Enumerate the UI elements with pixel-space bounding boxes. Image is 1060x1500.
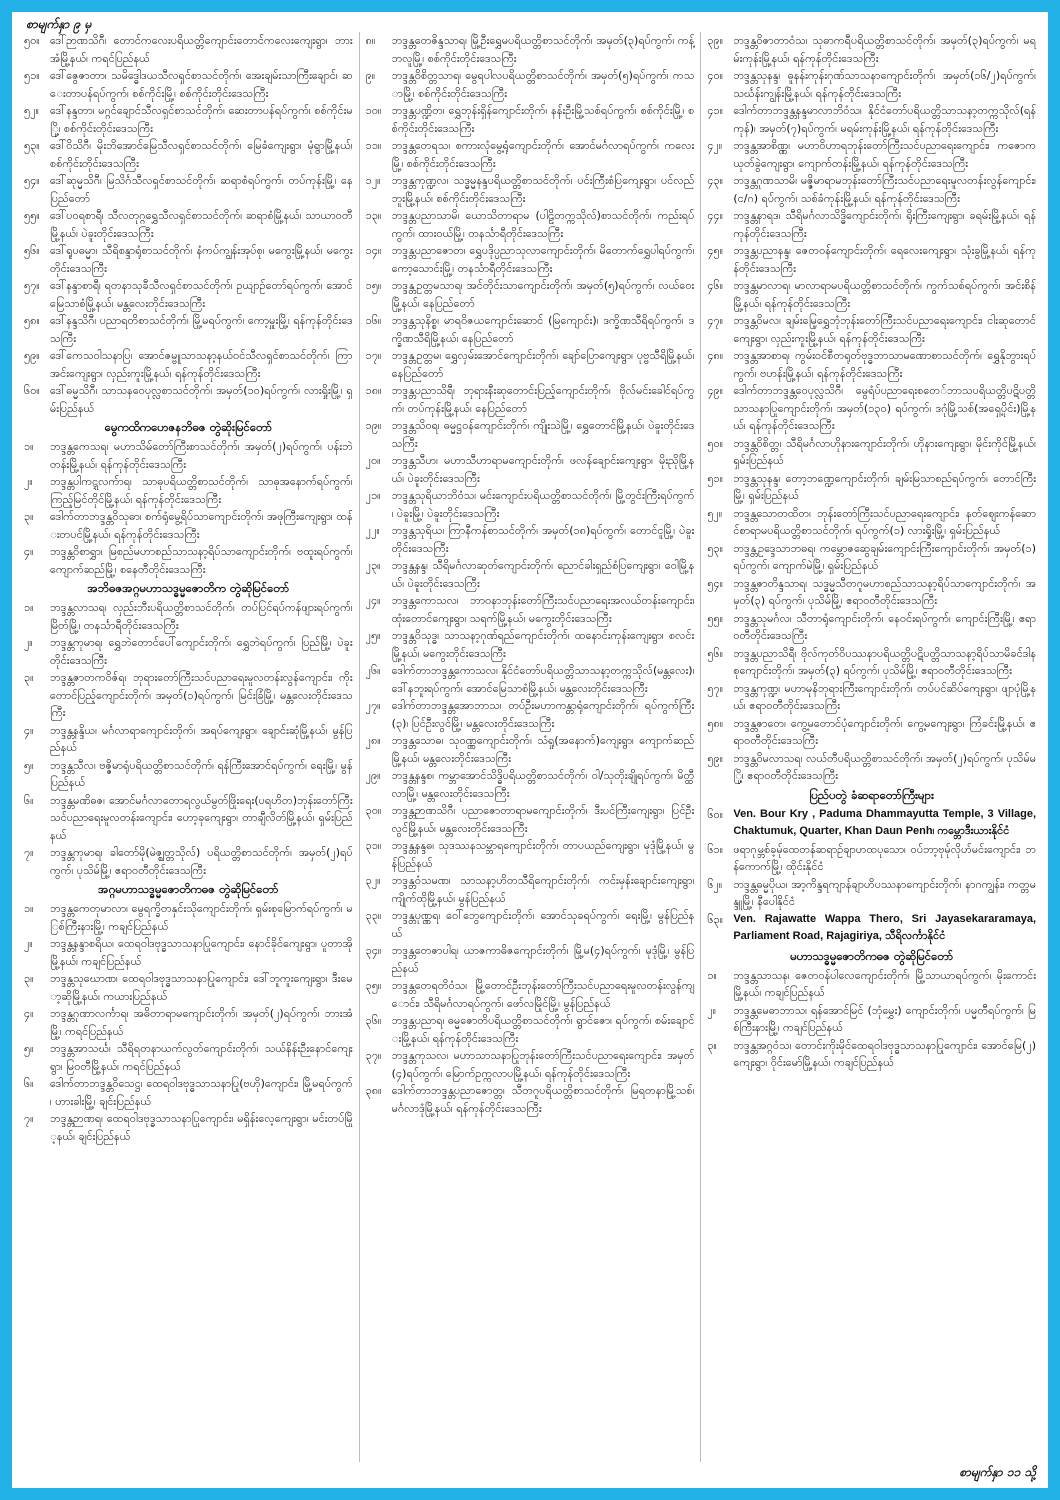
item-text: ဘဒ္ဒန္တတေရတိဝံသ၊ မြို့တောင်ဦးဘုန်းတော်ကြီးသင်ပညာရေးမူလတန်းလွန်ကျောင်း၊ သီရိမင်္ဂလာရပ်ကွက်၊ ဖော်လမြိုင်မြို့၊ မွန်ပြည်နယ် xyxy=(391,979,695,1010)
list-item xyxy=(366,172,695,207)
item-number: ၃။ xyxy=(24,510,34,523)
list-item xyxy=(366,942,695,977)
item-number: ၅၈။ xyxy=(24,314,40,327)
list-item xyxy=(707,610,1036,645)
item-text: ဘဒ္ဒန္တနန္ဒ၊ သီရိမင်္ဂလာဆုတ်ကျောင်းတိုက်၊ ညောင်ခါးရှည်စံပြကျေးရွာ၊ ဝေါမြို့နယ်၊ ပဲခူးတိုင်းဒေသကြီး xyxy=(391,559,695,590)
item-number: ၄၂။ xyxy=(707,139,723,152)
list-item xyxy=(24,137,353,172)
section-heading: မွေကထိကဟေဇနဘိဓဇ တွဲဆိုးမြင်တော် xyxy=(104,420,273,434)
item-number: ၂၈။ xyxy=(365,734,381,747)
item-text: ဘဒ္ဒန္တဇာတေ၊ ကွေ့မတောင်ပုံကျောင်းတိုက်၊ ကွေ့မကျေးရွာ၊ ကြံခင်းမြို့နယ်၊ ဧရာဝတီတိုင်းဒေသကြီး xyxy=(733,716,1037,747)
item-text: ဘဒ္ဒန္တသုနန္ဒ၊ ဓူနန်းကုန်းဂုဏ်သာသနာကျောင်းတိုက်၊ အမှတ်(၁၆/၂)ရပ်ကွက်၊ သင်္ဃန်းကျွန်းမြို့နယ်၊ ရန်ကုန်တိုင်းဒေသကြီး xyxy=(733,69,1037,100)
list-item xyxy=(707,172,1036,207)
item-text: ဒေါ်ဉာဏသိဂီ၊ တောင်ကလေးပရိယတ္တိကျောင်းတောင်ကလေးကျေးရွာ၊ ဘားအံမြို့နယ်၊ ကရင်ပြည်နယ် xyxy=(50,34,353,65)
list-item xyxy=(24,1005,353,1040)
list-item xyxy=(366,662,695,697)
item-text: ဒေါ်ဇွေဇာတာ၊ သမိဒ္ဓေါဒယသီလရှင်စာသင်တိုက်၊ အေးချမ်းသာကြီးချောင်၊ ဆေးတာပန်ရပ်ကွက်၊ စစ်ကိုင်းမြို့၊ စစ်ကိုင်းတိုင်းဒေသကြီး xyxy=(50,69,353,100)
item-number: ၃၂။ xyxy=(365,874,381,887)
item-text: ဘဒ္ဒန္တဂုဏသာမိ၊ မဇ္ဇိမာရာမဘုန်းတော်ကြီးသင်ပညာရေးမူလတန်းလွန်ကျောင်း၊ (င/ဂ) ရပ်ကွက်၊ သစ်ခံကုန်းမြို့နယ်၊ ရန်ကုန်တိုင်းဒေသကြီး xyxy=(733,174,1037,205)
item-number: ၃၃။ xyxy=(365,909,382,922)
item-text: ဒေါ်နန္ဒသိဂီ၊ ပညာရတိစာသင်တိုက်၊ မြို့မရပ်ကွက်၊ ကော့မှူးမြို့၊ ရန်ကုန်တိုင်းဒေသကြီး xyxy=(50,314,353,345)
list-item xyxy=(366,907,695,942)
item-number: ၅၉။ xyxy=(24,349,40,362)
item-text: ဘဒ္ဒန္တနန္ဒဓ၊ သုဒဿနသမ္ဘာရကျောင်းတိုက်၊ တာပယည်ကျေးရွာ၊ မုဒုံမြို့နယ်၊ မွန်ပြည်နယ် xyxy=(391,839,695,870)
list-item xyxy=(707,137,1036,172)
item-text: ဘဒ္ဒန္တတေရသ၊ စကားလုံမွေ့ရုံကျောင်းတိုက်၊ အောင်မင်္ဂလာရပ်ကွက်၊ ကလေးမြို့၊ စစ်ကိုင်းတိုင်းဒေသကြီး xyxy=(391,139,695,170)
list-item xyxy=(24,438,353,473)
item-number: ၉။ xyxy=(365,69,376,82)
item-number: ၂။ xyxy=(707,1003,717,1017)
list-item xyxy=(24,634,353,669)
item-text: ဘဒ္ဒန္တကောသလ၊ ဘာဝနာဘုန်းတော်ကြီးသင်ပညာရေးအလယ်တန်းကျောင်း၊ ထုံးတောင်ကျေးရွာ၊ သရက်မြို့နယ်၊ မကွေးတိုင်းဒေသကြီး xyxy=(391,594,695,625)
item-text: ဘဒ္ဒန္တကေသရ၊ မဟာသိမ်တော်ကြီးစာသင်တိုက်၊ အမှတ်(၂)ရပ်ကွက်၊ ပန်းဘဲတန်းမြို့နယ်၊ ရန်ကုန်တိုင်းဒေသကြီး xyxy=(50,440,353,471)
item-number: ၁၅။ xyxy=(365,279,382,292)
item-text: ဒေါ်ဝိသိဂီ၊ မိုးဘိအောင်မြေသီလရှင်စာသင်တိုက်၊ မြေခံကျေးရွာ၊ မုံရွာမြို့နယ်၊ စစ်ကိုင်းတိုင်းဒေသကြီး xyxy=(50,139,353,170)
list-item xyxy=(24,669,353,722)
list-item xyxy=(24,722,353,757)
item-text: ဘဒ္ဒန္တမာလာရ၊ မာလာရာမပရိယတ္တိစာသင်တိုက်၊ ကွက်သစ်ရပ်ကွက်၊ အင်းစိန်မြို့နယ်၊ ရန်ကုန်တိုင်းဒေသကြီး xyxy=(733,279,1037,310)
list-item xyxy=(366,1012,695,1047)
item-text: ဒေါက်တာဘဒ္ဒန္တပညာဇောတ္တ၊ သီတဂူပရိယတ္တိစာသင်တိုက်၊ မြရတနာမြို့သစ်၊ မင်္ဂလာဒုံမြို့နယ်၊ ရန်ကုန်တိုင်းဒေသကြီး xyxy=(391,1084,695,1115)
item-number: ၆၃။ xyxy=(707,912,724,926)
item-text: ဘဒ္ဒန္တပညာသိရီ၊ ဗိုလ်ကုတ်ဝိပဿနာပရိယတ္တိပဋိပတ္တိသာသနာ့ရိပ်သာမိခင်ဒါနစုကျောင်းတိုက်၊ အမှတ်(၃) ရပ်ကွက်၊ ပုသိမ်မြို့၊ ဧရာဝတီတိုင်းဒေသကြီး xyxy=(733,646,1037,677)
item-text: ဘဒ္ဒန္တဝိစိတ္တသာရ၊ မွေရပါလပရိယတ္တိစာသင်တိုက်၊ အမှတ်(၅)ရပ်ကွက်၊ ကသာမြို့၊ စစ်ကိုင်းတိုင်းဒေသကြီး xyxy=(391,69,695,100)
list-item xyxy=(24,67,353,102)
column-1 xyxy=(18,32,360,1462)
list-item xyxy=(24,792,353,845)
item-number: ၃၁။ xyxy=(365,839,382,852)
column-3 xyxy=(701,32,1042,1462)
item-number: ၅၇။ xyxy=(707,681,724,695)
list-item xyxy=(707,575,1036,610)
item-text: ဘဒ္ဒန္တဂုဏာလင်္ကာရ၊ အဓိတာရာမကျောင်းတိုက်၊ အမှတ်(၂)ရပ်ကွက်၊ ဘားအံမြို့၊ ကရင်ပြည်နယ် xyxy=(50,1007,353,1038)
item-number: ၂၆။ xyxy=(365,664,381,677)
item-number: ၂၀။ xyxy=(365,454,381,467)
item-number: ၃။ xyxy=(707,1038,717,1052)
item-number: ၆။ xyxy=(24,1077,34,1090)
item-number: ၃။ xyxy=(24,972,34,985)
list-item xyxy=(707,505,1036,540)
list-item xyxy=(366,102,695,137)
column-2 xyxy=(360,32,702,1462)
list-item xyxy=(24,900,353,935)
list-item xyxy=(707,277,1036,312)
item-text: ဒေါက်တာဘဒ္ဒန္တနန္ဒမာလာဘိဝံသ၊ နိုင်ငံတော်ပရိယတ္တိသာသနာ့တက္ကသိုလ်(ရန်ကုန်)၊ အမှတ်(၇)ရပ်ကွက်၊ မရမ်းကုန်းမြို့နယ်၊ ရန်ကုန်တိုင်းဒေသကြီး xyxy=(733,104,1037,135)
list-item xyxy=(24,207,353,242)
list-item xyxy=(366,417,695,452)
item-text: ဘဒ္ဒန္တပါကဋ္ဋလက်ာရ၊ သာဓုပရိယတ္တိစာသင်တိုက်၊ သာဓုအနောက်ရပ်ကွက်၊ ကြည့်မြင်တိုင်မြို့နယ်၊ ရန်ကုန်တိုင်းဒေသကြီး xyxy=(50,475,353,506)
item-text: ဘဒ္ဒန္တပဏ္ဍိတ၊ ရွှေဘုန်းရှိန်ကျောင်းတိုက်၊ နန်းဦးမြို့သစ်ရပ်ကွက်၊ စစ်ကိုင်းမြို့၊ စစ်ကိုင်းတိုင်းဒေသကြီး xyxy=(391,104,695,135)
item-text: ဘဒ္ဒန္တလာသရ၊ လှည်းဘီးပရိယတ္တိစာသင်တိုက်၊ တပ်ပြင်ရပ်ကန်ဖျားရပ်ကွက်၊ မြိတ်မြို့၊ တနင်္သာရီတိုင်းဒေသကြီး xyxy=(50,601,353,632)
item-number: ၈။ xyxy=(365,34,376,47)
item-number: ၅၂။ xyxy=(707,506,723,520)
list-item xyxy=(707,435,1036,470)
item-number: ၁။ xyxy=(707,968,717,982)
item-number: ၁၆။ xyxy=(365,314,382,327)
item-text: ဒေါ်ကေသဝါသနာပြ၊ အောင်ဇမ္ဗူသာသနာ့နယ်ဝင်သီလရှင်စာသင်တိုက်၊ ကြာအင်းကျေးရွာ၊ လှည်းကူးမြို့နယ်၊ ရန်ကုန်တိုင်းဒေသကြီး xyxy=(50,349,353,380)
list-item xyxy=(366,767,695,802)
list-item xyxy=(707,680,1036,715)
item-number: ၅၅။ xyxy=(24,209,40,222)
item-number: ၁၂။ xyxy=(365,174,381,187)
item-number: ၂။ xyxy=(24,636,33,649)
list-item xyxy=(24,599,353,634)
list-item xyxy=(24,1110,353,1145)
item-text: ဘဒ္ဒန္တဉာဏသိဂီ၊ ပညာဇောတာရာမကျောင်းတိုက်၊ ဒီးပင်ကြီးကျေးရွာ၊ ပြင်ဦးလွင်မြို့နယ်၊ မန္တလေးတိုင်းဒေသကြီး xyxy=(391,804,695,835)
item-text: ဒေါက်တာဘဒ္ဒန္တဝိသေဋ္ဌ၊ ထေရဝါဒဗုဒ္ဓသာသနာပြု(ဗဟို)ကျောင်း၊ မြို့မရပ်ကွက်၊ ဟားခါးမြို့၊ ချင်းပြည်နယ် xyxy=(50,1077,353,1108)
item-text: ဘဒ္ဒန္တပညာဇောတ၊ ရွှေပဒိုပ္ပညာသုလာကျောင်းတိုက်၊ မိတောက်ရွှေပါရပ်ကွက်၊ ကော့သောင်းမြို့၊ တနင်္သာရီတိုင်းဒေသကြီး xyxy=(391,244,695,275)
list-item xyxy=(24,970,353,1005)
list-item xyxy=(707,347,1036,382)
item-text: ဘဒ္ဒန္တဥတ္တမသာရ၊ အင်တိုင်းသာကျောင်းတိုက်၊ အမှတ်(၅)ရပ်ကွက်၊ လယ်ဝေးမြို့နယ်၊ နေပြည်တော် xyxy=(391,279,695,310)
list-item xyxy=(24,32,353,67)
item-text: ဘဒ္ဒန္တကုဏ္ဍ၊ မဟာမုနိဘုရားကြီးကျောင်းတိုက်၊ တပ်ပင်ဆိပ်ကျေးရွာ၊ ဖျာပုံမြို့နယ်၊ ဧရာဝတီတိုင်းဒေသကြီး xyxy=(733,681,1037,712)
item-number: ၂၅။ xyxy=(365,629,381,642)
item-text: ဖရာဂုမ္ဘစ်ခ့မ်ုထေတန်ဆရာဥ်ချာဟထပုသော၊ ဝပ်ဘာ့ဗုမ်ုလိုဟ်မင်းကျောင်း၊ ဘန်ကောက်မြို့၊ ထိုင်းနိုင်ငံ xyxy=(733,842,1037,873)
continued-from-label: စာမျက်နှာ ၉ မှ xyxy=(26,17,92,31)
item-text: ဘဒ္ဒန္တအာစာရ၊ ကွမ်းဝင်စီတရုတ်ဗုဒ္ဓဘာသာမဏောစာသင်တိုက်၊ ရွှေနိုဘွားရပ်ကွက်၊ ဗဟန်းမြို့နယ်၊ ရန်ကုန်တိုင်းဒေသကြီး xyxy=(733,349,1037,380)
item-text: ဘဒ္ဒန္တသုဃောဏ၊ ထေရဝါဒဗုဒ္ဓသာသနာပြုကျောင်း၊ ဒေါ်ဘူကူးကျေးရွာ၊ ဒီးမော့ဆိုမြို့နယ်၊ ကယားပြည်နယ် xyxy=(50,972,353,1003)
item-number: ၂၂။ xyxy=(365,524,380,537)
list-item xyxy=(366,242,695,277)
item-number: ၃၀။ xyxy=(365,804,382,817)
item-text: ဘဒ္ဒန္တမေဓာဘာသ၊ ရန်အောင်မြင် (ဘုံမွှေး) ကျောင်းတိုက်၊ ပမ္မတီရပ်ကွက်၊ မြစ်ကြီးနားမြို့၊ ကချင်ပြည်နယ် xyxy=(733,1003,1037,1034)
item-text: ဘဒ္ဒန္တသုမင်္ဂလ၊ သီတာရုံကျောင်းတိုက်၊ နေဝင်းရပ်ကွက်၊ ကျောင်းကြီးမြို့၊ ဧရာဝတီတိုင်းဒေသကြီး xyxy=(733,611,1037,642)
item-number: ၁။ xyxy=(24,902,34,915)
item-number: ၅၄။ xyxy=(707,576,724,590)
item-text: Ven. Bour Kry , Paduma Dhammayutta Temple, 3 Village, Chaktumuk, Quarter, Khan Daun Penh၊ ကမ္ဘောဒီးယားနိုင်ငံ xyxy=(733,807,1037,837)
item-text: ဘဒ္ဒန္တကုဏ္ဍလ၊ သဒ္ဓမ္မနန္ဒပရိယတ္တိစာသင်တိုက်၊ ပင်းကြီးစံပြကျေးရွာ၊ ပင်လည်ဘူးမြို့နယ်၊ စစ်ကိုင်းတိုင်းဒေသကြီး xyxy=(391,174,695,205)
item-text: ဘဒ္ဒန္တသုနိစ္စ၊ မာရဝိဇယကျောင်းဆောင် (မြကျောင်း)၊ ဒက္ခိဏသီရိရပ်ကွက်၊ ဒက္ခိဏသီရိမြို့နယ်၊ နေပြည်တော် xyxy=(391,314,695,345)
item-text: ဘဒ္ဒန္တဝိမလာသရ၊ လယ်တီပရိယတ္တိစာသင်တိုက်၊ အမှတ်(၂)ရပ်ကွက်၊ ပုသိမ်မြို့၊ ဧရာဝတီတိုင်းဒေသကြီး xyxy=(733,751,1037,782)
item-number: ၃၅။ xyxy=(365,979,382,992)
item-number: ၁၈။ xyxy=(365,384,382,397)
document-page xyxy=(12,12,1048,1488)
item-number: ၂။ xyxy=(24,937,33,950)
item-number: ၇။ xyxy=(24,1112,34,1125)
list-item xyxy=(24,102,353,137)
item-text: ဘဒ္ဒန္တပညာသိရီ၊ ဘုရားနီးဆုတောင်းပြည့်ကျောင်းတိုက်၊ ဗိုလ်မင်းခေါင်ရပ်ကွက်၊ တပ်ကုန်းမြို့နယ်၊ နေပြည်တော် xyxy=(391,384,695,415)
item-text: ဘဒ္ဒန္တကုမာရ၊ ခါတော်မို(မဲဇ္ဈတ္တသိုလ်) ပရိယတ္တိစာသင်တိုက်၊ အမှတ်(၂)ရပ်ကွက်၊ ပုသိမ်မြို့၊ ဧရာဝတီတိုင်းဒေသကြီး xyxy=(50,846,353,877)
item-text: ဘဒ္ဒန္တဥဒ္ဒေသာဘဓရ၊ ကမ္ဘောဇဆွေချမ်းကျောင်းကြီးကျောင်းတိုက်၊ အမှတ်(၁)ရပ်ကွက်၊ ကျောက်မဲမြို့၊ ရှမ်းပြည်နယ် xyxy=(733,541,1037,572)
item-number: ၃၇။ xyxy=(365,1049,382,1062)
item-text: ဘဒ္ဒန္တဇာတကဝိဇ်ရ၊ ဘုရားတော်ကြီးသင်ပညာရေးမူလတန်းလွန်ကျောင်း၊ ကိုးတောင်ပြည့်ကျောင်းတိုက်၊ အမှတ်(၁)ရပ်ကွက်၊ မြင်းခြံမြို့၊ မန္တလေးတိုင်းဒေသကြီး xyxy=(50,671,353,719)
list-item xyxy=(707,102,1036,137)
list-item xyxy=(24,757,353,792)
item-text: ဒေါ်ဓမ္မသိဂီ၊ သာသနဝေပုလ္လစာသင်တိုက်၊ အမှတ်(၁၀)ရပ်ကွက်၊ လားရှိုးမြို့၊ ရှမ်းပြည်နယ် xyxy=(50,384,353,415)
list-item xyxy=(707,242,1036,277)
list-item xyxy=(366,872,695,907)
list-item xyxy=(24,382,353,417)
list-item xyxy=(366,837,695,872)
item-text: ဘဒ္ဒန္တသီလ၊ ဗဇ္ဇိမာရုံပရိယတ္တိစာသင်တိုက်၊ ရန်ကြီးအောင်ရပ်ကွက်၊ ရေးမြို့၊ မွန်ပြည်နယ် xyxy=(50,758,353,789)
list-item xyxy=(707,967,1036,1002)
item-number: ၆၀။ xyxy=(24,384,40,397)
item-number: ၄၉။ xyxy=(707,384,724,397)
item-text: ဒေါက်တာဘဒ္ဒန္တအောဘာသ၊ တပ်ဦးမဟာကန္တာရုံကျောင်းတိုက်၊ ရပ်ကွက်ကြီး(၃)၊ ပြင်ဦးလွင်မြို့၊ မန္တလေးတိုင်းဒေသကြီး xyxy=(391,699,695,730)
list-item xyxy=(24,935,353,970)
list-item xyxy=(366,32,695,67)
section-heading: အဂ္ဂမဟာသဒ္ဓမ္မဇောတိကဓဇ တွဲဆိုမြင်တော် xyxy=(98,882,279,896)
list-item xyxy=(707,715,1036,750)
item-text: ဒေါ်နန္ဒာစာရီ၊ ရတနာသုခီသီလရှင်စာသင်တိုက်၊ ဥယျာဉ်တော်ရပ်ကွက်၊ အောင်မြေသာစံမြို့နယ်၊ မန္တလေးတိုင်းဒေသကြီး xyxy=(50,279,353,310)
item-text: ဒေါက်တာဘဒ္ဒန္တဝေပုလ္လသိဂီ၊ မွေရံပ်ပညာရေးစတေ်ဘာသပရိယတ္တိပဋိပတ္တိသာသနာပြုကျောင်းတိုက်၊ အမှတ်(၁၃၀) ရပ်ကွက်၊ ဒဂုံမြို့သစ်(အရှေ့ပိုင်း)မြို့နယ်၊ ရန်ကုန်တိုင်းဒေသကြီး xyxy=(733,384,1037,432)
item-text: ဘဒ္ဒန္တဝိစိတ္တ၊ သီရိမင်္ဂလာဟိုနားကျောင်းတိုက်၊ ဟိုနားကျေးရွာ၊ မိုင်းကိုင်မြို့နယ်၊ ရှမ်းပြည်နယ် xyxy=(733,436,1037,467)
item-number: ၅၆။ xyxy=(707,646,724,660)
item-number: ၅၀။ xyxy=(24,34,40,47)
item-text: ဘဒ္ဒန္တသိဝရ၊ ဓမ္မဋ္ဌဝန်ကျောင်းတိုက်၊ ကျိုးသဲမြို့၊ ရွှေတောင်မြို့နယ်၊ ပဲခူးတိုင်းဒေသကြီး xyxy=(391,419,695,450)
list-item xyxy=(24,347,353,382)
item-text: Ven. Rajawatte Wappa Thero, Sri Jayasekararamaya, Parliament Road, Rajagiriya, သီရိလင်္ကာနိုင်ငံ xyxy=(733,912,1037,942)
list-item xyxy=(366,697,695,732)
list-item xyxy=(707,1037,1036,1072)
item-number: ၅၃။ xyxy=(707,541,724,555)
item-text: ဘဒ္ဒန္တပညာသာမိ၊ ယောသိတာရာမ (ပါဠိတက္ကသိုလ်)စာသင်တိုက်၊ ကည်းရပ်ကွက်၊ ထားဝယ်မြို့၊ တနင်္သာရီတိုင်းဒေသကြီး xyxy=(391,209,695,240)
item-number: ၁၃။ xyxy=(365,209,382,222)
item-number: ၄။ xyxy=(24,545,34,558)
item-text: ဒေါက်တာဘဒ္ဒန္တဝိသုဓာ၊ စက်ရုံမွေ့ရိပ်သာကျောင်းတိုက်၊ အဖုကြီးကျေးရွာ၊ ထန်းတပင်မြို့နယ်၊ ရန်ကုန်တိုင်းဒေသကြီး xyxy=(50,510,353,541)
item-number: ၁။ xyxy=(24,440,34,453)
item-text: ဒေါ်နန္ဒတာ၊ မဂ္ဂင်ချောင်သီလရှင်စာသင်တိုက်၊ ဆေးတာပန်ရပ်ကွက်၊ စစ်ကိုင်းမြို့၊ စစ်ကိုင်းတိုင်းဒေသကြီး xyxy=(50,104,353,135)
item-number: ၄၃။ xyxy=(707,174,724,187)
item-number: ၁၇။ xyxy=(365,349,382,362)
item-text: ဒေါ်ဆုမ္မသိဂီ၊ မြသိင်္ဂသီလရှင်စာသင်တိုက်၊ ဆရာစံရပ်ကွက်၊ တပ်ကုန်းမြို့၊ နေပြည်တော် xyxy=(50,174,353,205)
list-item xyxy=(707,32,1036,67)
item-text: ဘဒ္ဒန္တသုရိယ၊ ကြာနီကန်စာသင်တိုက်၊ အမှတ်(၁၈)ရပ်ကွက်၊ တောင်ငူမြို့၊ ပဲခူးတိုင်းဒေသကြီး xyxy=(391,524,695,555)
list-item xyxy=(366,382,695,417)
list-item xyxy=(366,277,695,312)
list-item xyxy=(707,207,1036,242)
list-item xyxy=(707,806,1036,841)
item-text: ဘဒ္ဒန္တဝိမလ၊ ချမ်းမြေ့ရွှေဘုံဘုန်းတော်ကြီးသင်ပညာရေးကျောင်း၊ ငါးဆုတောင်ကျေးရွာ၊ လှည်းကူးမြို့နယ်၊ ရန်ကုန်တိုင်းဒေသကြီး xyxy=(733,314,1037,345)
item-text: ဘဒ္ဒန္တဝိဇာတာဝံသ၊ သုဓာကရီပရိယတ္တိစာသင်တိုက်၊ အမှတ်(၃)ရပ်ကွက်၊ မရမ်းကုန်းမြို့နယ်၊ ရန်ကုန်တိုင်းဒေသကြီး xyxy=(733,34,1037,65)
item-text: ဘဒ္ဒန္တအဂ္ဂဝံသ၊ တောင်းကိုးမိုင်ထေရဝါဒဗုဒ္ဓသာသနာပြုကျောင်း၊ အောင်မြေ(၂)ကျေးရွာ၊ ဝိုင်းမော်မြို့နယ်၊ ကချင်ပြည်နယ် xyxy=(733,1038,1037,1069)
item-number: ၃၉။ xyxy=(707,34,724,47)
item-text: ဘဒ္ဒန္တတေဇိန္ဒသာရ၊ မြို့ဦးရွှေမပရိယတ္တိစာသင်တိုက်၊ အမှတ်(၃)ရပ်ကွက်၊ ကန့်ဘလူမြို့၊ စစ်ကိုင်းတိုင်းဒေသကြီး xyxy=(391,34,695,65)
item-text: ဘဒ္ဒန္တအာသင်္ဃ၊ သီရိရတနာယက်လွတ်ကျောင်းတိုက်၊ သယ်နိန်းဉီးနောင်ကျေးရွာ၊ မြဝတီမြို့နယ်၊ ကရင်ပြည်နယ် xyxy=(50,1042,353,1073)
list-item xyxy=(366,557,695,592)
item-text: ဘဒ္ဒန္တသုနန္ဒ၊ တော့ဘဏ္ဍေကျောင်းတိုက်၊ ချမ်းမြသာစည်ရပ်ကွက်၊ တောင်ကြီးမြို့၊ ရှမ်းပြည်နယ် xyxy=(733,471,1037,502)
item-text: ဘဒ္ဒန္တတေဇာပါရ၊ ယာဇကာဓိဇကျောင်းတိုက်၊ မြို့မ(၄)ရပ်ကွက်၊ မုဒုံမြို့၊ မွန်ပြည်နယ် xyxy=(391,944,695,975)
list-item xyxy=(366,732,695,767)
item-text: ဘဒ္ဒန္တပုဏ္ဏရ၊ ဝေါ်ဘွေကျောင်းတိုက်၊ အောင်သုခရပ်ကွက်၊ ရေးမြို့၊ မွန်ပြည်နယ် xyxy=(391,909,695,940)
item-text: ဘဒ္ဒန္တအာစိဏ္ဏ၊ မဟာဝိဟာရဘုန်းတော်ကြီးသင်ပညာရေးကျောင်း၊ ကဇောကယုတ်ခွဲကျေးရွာ၊ ကျောက်တန်းမြို့နယ်၊ ရန်ကုန်တိုင်းဒေသကြီး xyxy=(733,139,1037,170)
item-number: ၄။ xyxy=(24,1007,34,1020)
list-item xyxy=(366,522,695,557)
item-number: ၆၂။ xyxy=(707,877,723,891)
item-number: ၃၄။ xyxy=(365,944,382,957)
list-item xyxy=(366,1082,695,1117)
item-text: ဘဒ္ဒန္တနန္ဒာစရိယ၊ ထေရဝါဒဗုဒ္ဓသာသနာပြုကျောင်း၊ နောင်ခိုင်ကျေးရွာ၊ ပူတာအိုမြို့နယ်၊ ကချင်ပြည်နယ် xyxy=(50,937,353,968)
list-item xyxy=(366,977,695,1012)
list-item xyxy=(24,473,353,508)
item-text: ဘဒ္ဒန္တသုရိယာဘိဝံသ၊ မင်းကျောင်းပရိယတ္တိစာသင်တိုက်၊ မြို့တွင်းကြီးရပ်ကွက်၊ ပဲခူးမြို့၊ ပဲခူးတိုင်းဒေသကြီး xyxy=(391,489,695,520)
list-item xyxy=(707,1002,1036,1037)
list-item xyxy=(24,1040,353,1075)
item-number: ၃၆။ xyxy=(365,1014,382,1027)
item-number: ၅၈။ xyxy=(707,716,724,730)
list-item xyxy=(24,1075,353,1110)
item-number: ၆။ xyxy=(24,793,34,807)
item-number: ၁၀။ xyxy=(365,104,382,117)
item-text: ဘဒ္ဒန္တဓမ္မပိုယ၊ အာ့ကိန္ဒရကျာန်ချာဟိပဿနာကျောင်းတိုက်၊ နာဂကျွန်း၊ ကတ္တမန္ဒူမြို့၊ နီပေါနိုင်ငံ xyxy=(733,877,1037,908)
list-item xyxy=(24,312,353,347)
section-heading: အဘိဓဇအဂ္ဂမဟာသဒ္ဓမ္မဇောတိက တွဲဆိုမြင်တော် xyxy=(87,581,290,595)
list-item xyxy=(366,1047,695,1082)
list-item xyxy=(366,137,695,172)
item-number: ၂၇။ xyxy=(365,699,381,712)
item-number: ၅၁။ xyxy=(707,471,724,485)
list-item xyxy=(707,540,1036,575)
columns-container xyxy=(18,32,1042,1462)
continued-to-label: စာမျက်နှာ ၁၁ သို့ xyxy=(959,1465,1036,1479)
item-number: ၄၇။ xyxy=(707,314,724,327)
item-number: ၁၁။ xyxy=(365,139,382,152)
list-item xyxy=(707,645,1036,680)
list-item xyxy=(366,312,695,347)
item-number: ၁၉။ xyxy=(365,419,382,432)
item-text: ဘဒ္ဒန္တဝိစာရွှာ၊ မြစည်မဟာစည်သာသနာ့ရိပ်သာကျောင်းတိုက်၊ ဗထူးရပ်ကွက်၊ ကျောက်ဆည်မြို့၊ စနေတီတိုင်းဒေသကြီး xyxy=(50,545,353,576)
item-text: ဘဒ္ဒန္တနန္ဒိယ၊ မင်္ဂလာရာကျောင်းတိုက်၊ အရပ်ကျေးရွာ၊ ချောင်းဆုံမြို့နယ်၊ မွန်ပြည်နယ် xyxy=(50,723,353,754)
item-number: ၅။ xyxy=(24,758,34,772)
item-text: ဘဒ္ဒန္တသီဟ၊ မဟာသီဟာရာမကျောင်းတိုက်၊ ဖလန်ချောင်းကျေးရွာ၊ မိုးညိုမြို့နယ်၊ ပဲခူးတိုင်းဒေသကြီး xyxy=(391,454,695,485)
item-number: ၁၄။ xyxy=(365,244,382,257)
item-number: ၅၀။ xyxy=(707,436,724,450)
item-text: ဘဒ္ဒန္တနန္ဒစ၊ ကမ္ဘာအောင်သိဒ္ဓိပရိယတ္တိစာသင်တိုက်၊ ဝါ/သုတိုးချိုရပ်ကွက်၊ မိတ္ထီလာမြို့၊ မန္တလေးတိုင်းဒေသကြီး xyxy=(391,769,695,800)
list-item xyxy=(366,802,695,837)
item-number: ၂။ xyxy=(24,475,33,488)
list-item xyxy=(24,277,353,312)
item-number: ၂၁။ xyxy=(365,489,381,502)
item-text: ဘဒ္ဒန္တဥတ္တမ၊ ရွှေလှမ်းအောင်ကျောင်းတိုက်၊ ချော်ပြောကျေးရွာ၊ ပုဗ္ဗသီရိမြို့နယ်၊ နေပြည်တော် xyxy=(391,349,695,380)
item-number: ၅၆။ xyxy=(24,244,40,257)
item-text: ဘဒ္ဒန္တပညာရ၊ ဓမ္မဇောတိပရိယတ္တိစာသင်တိုက်၊ ရွာင်ဇော၊ ရပ်ကွက်၊ စမ်းချောင်းမြို့နယ်၊ ရန်ကုန်တိုင်းဒေသကြီး xyxy=(391,1014,695,1045)
item-number: ၅၄။ xyxy=(24,174,40,187)
section-heading: ပြည်ပတွဲ ခံဆရာတော်ကြီးများ xyxy=(809,787,934,802)
list-item xyxy=(707,841,1036,876)
list-item xyxy=(707,911,1036,946)
item-text: ဘဒ္ဒန္တပညာနန္ဒ၊ ဇေတဝန်ကျောင်းတိုက်၊ ရေလေးကျေးရွာ၊ သုံးခွမြို့နယ်၊ ရန်ကုန်တိုင်းဒေသကြီး xyxy=(733,244,1037,275)
item-number: ၅၉။ xyxy=(707,751,724,765)
item-text: ဒေါ်ရူပဓမ္မာ၊ သီရိစန္ဒာရုံစာသင်တိုက်၊ နံကပ်ကျွန်းအုပ်စု၊ မကွေးမြို့နယ်၊ မကွေးတိုင်းဒေသကြီး xyxy=(50,244,353,275)
item-number: ၁။ xyxy=(24,601,34,614)
item-text: ဘဒ္ဒန္တကုသလ၊ မဟာသာသနာပြုဘုန်းတော်ကြီးသင်ပညာရေးကျောင်း၊ အမှတ်(၄)ရပ်ကွက်၊ မြောက်ဥက္ကလာပမြို့နယ်၊ ရန်ကုန်တိုင်းဒေသကြီး xyxy=(391,1049,695,1080)
item-number: ၂၃။ xyxy=(365,559,381,572)
item-number: ၅၃။ xyxy=(24,139,40,152)
list-item xyxy=(707,750,1036,785)
item-number: ၆၁။ xyxy=(707,842,724,856)
item-text: ဘဒ္ဒန္တကေတုမာလာ၊ မွေရက္ခိတနှင်းသိုကျောင်းတိုက်၊ ရှမ်းစုမြောက်ရပ်ကွက်၊ မြစ်ကြီးနားမြို့၊ ကချင်ပြည်နယ် xyxy=(50,902,353,933)
item-number: ၅၇။ xyxy=(24,279,40,292)
item-text: ဘဒ္ဒန္တနာရဒ၊ သီရိမင်္ဂလာသိဒ္ဓိကျောင်းတိုက်၊ ရိုးကြီးကျေးရွာ၊ ခရမ်းမြို့နယ်၊ ရန်ကုန်တိုင်းဒေသကြီး xyxy=(733,209,1037,240)
list-item xyxy=(24,172,353,207)
item-number: ၃။ xyxy=(24,671,34,684)
list-item xyxy=(707,312,1036,347)
list-item xyxy=(366,592,695,627)
item-number: ၅၂။ xyxy=(24,104,39,117)
item-number: ၅၁။ xyxy=(24,69,40,82)
list-item xyxy=(366,452,695,487)
list-item xyxy=(24,508,353,543)
item-text: ဘဒ္ဒန္တသာသန၊ ဇေတဝန်ပါလေကျောင်းတိုက်၊ မြို့သာယာရပ်ကွက်၊ မိုးကောင်းမြို့နယ်၊ ကချင်ပြည်နယ် xyxy=(733,968,1037,999)
list-item xyxy=(24,844,353,879)
list-item xyxy=(707,876,1036,911)
item-number: ၂၉။ xyxy=(365,769,381,782)
item-number: ၇။ xyxy=(24,846,34,859)
item-text: ဘဒ္ဒန္တဇာတိန္ဒသာရ၊ သဒ္ဓမ္မသီတဂူမဟာစည်သာသနာ့ရိပ်သာကျောင်းတိုက်၊ အမှတ်(၃) ရပ်ကွက်၊ ပုသိမ်မြို့၊ ဧရာဝတီတိုင်းဒေသကြီး xyxy=(733,576,1037,607)
item-text: ဘဒ္ဒန္တဉာဏရ၊ ထေရဝါဒဗုဒ္ဓသာသနာပြုကျောင်း၊ မရှိန်းလေ့ကျေးရွာ၊ မင်းတပ်မြို့နယ်၊ ချင်းပြည်နယ် xyxy=(50,1112,353,1143)
item-number: ၄၈။ xyxy=(707,349,724,362)
list-item xyxy=(24,242,353,277)
item-number: ၄။ xyxy=(24,723,34,737)
item-text: ဘဒ္ဒန္တမဏိဓဇ၊ အောင်မင်္ဂလာတောရလွယ်မွတ်ဖြိုးရေး(ပရဟိတ)ဘုန်းတော်ကြီးသင်ပညာရေးမူလတန်းကျောင်း၊ ဟော့ခုကျေးရွာ၊ တာချီလိတ်မြို့နယ်၊ ရှမ်းပြည်နယ် xyxy=(50,793,353,842)
item-text: ဘဒ္ဒန္တဝိသုဒ္ဓ၊ သာသနာ့ဂုဏ်ရည်ကျောင်းတိုက်၊ ထနောင်းကုန်းကျေးရွာ၊ စလင်းမြို့နယ်၊ မကွေးတိုင်းဒေသကြီး xyxy=(391,629,695,660)
item-number: ၄၀။ xyxy=(707,69,724,82)
item-text: ဘဒ္ဒန္တဝံသမဏ၊ သာသနာ့ဟိတသီရိကျောင်းတိုက်၊ ကင်းမှန်းချောင်းကျေးရွာ၊ ကျိုက်ထိုမြို့နယ်၊ မွန်ပြည်နယ် xyxy=(391,874,695,905)
item-number: ၃၈။ xyxy=(365,1084,382,1097)
item-number: ၅၅။ xyxy=(707,611,724,625)
list-item xyxy=(366,67,695,102)
item-number: ၄၁။ xyxy=(707,104,724,117)
item-number: ၅။ xyxy=(24,1042,34,1055)
list-item xyxy=(707,67,1036,102)
list-item xyxy=(707,382,1036,435)
item-number: ၄၆။ xyxy=(707,279,724,292)
item-text: ဘဒ္ဒန္တကုမာရ၊ ရွှေဘဲတောင်ပေါ်ကျောင်းတိုက်၊ ရွှေဘဲရပ်ကွက်၊ ပြည်မြို့၊ ပဲခူးတိုင်းဒေသကြီး xyxy=(50,636,353,667)
list-item xyxy=(366,487,695,522)
item-number: ၄၄။ xyxy=(707,209,724,222)
item-number: ၆၀။ xyxy=(707,807,724,821)
item-text: ဒေါ်ပဝရစာရီ၊ သီလတုဂ္ဂရွှေသီလရှင်စာသင်တိုက်၊ ဆရာစံမြို့နယ်၊ သာယာဝတီမြို့နယ်၊ ပဲခူးတိုင်းဒေသကြီး xyxy=(50,209,353,240)
list-item xyxy=(366,347,695,382)
item-number: ၄၅။ xyxy=(707,244,724,257)
section-heading: မဟာသဒ္ဓမ္မဇောတိကဓဇ တွဲဆိုမြင်တော် xyxy=(790,948,954,963)
list-item xyxy=(366,207,695,242)
list-item xyxy=(707,470,1036,505)
item-number: ၂၄။ xyxy=(365,594,381,607)
list-item xyxy=(24,543,353,578)
item-text: ဒေါက်တာဘဒ္ဒန္တကောသလ၊ နိုင်ငံတော်ပရိယတ္တိသာသနာ့တက္ကသိုလ်(မန္တလေး)၊ ဒေါ်နဘူးရပ်ကွက်၊ အောင်မြေသာစံမြို့နယ်၊ မန္တလေးတိုင်းဒေသကြီး xyxy=(391,664,695,695)
item-text: ဘဒ္ဒန္တသောဓ၊ သုဝဏ္ဏကျောင်းတိုက်၊ သံရှု(အနောက်)ကျေးရွာ၊ ကျောက်ဆည်မြို့နယ်၊ မန္တလေးတိုင်းဒေသကြီး xyxy=(391,734,695,765)
item-text: ဘဒ္ဒန္တသောတထိတ၊ ဘုန်းတော်ကြီးသင်ပညာရေးကျောင်း၊ နတ်ဈေးကန်ဆောင်စာရာမပရိယတ္တိစာသင်တိုက်၊ ရပ်ကွက်(၁) လားရှိုးမြို့၊ ရှမ်းပြည်နယ် xyxy=(733,506,1037,537)
list-item xyxy=(366,627,695,662)
